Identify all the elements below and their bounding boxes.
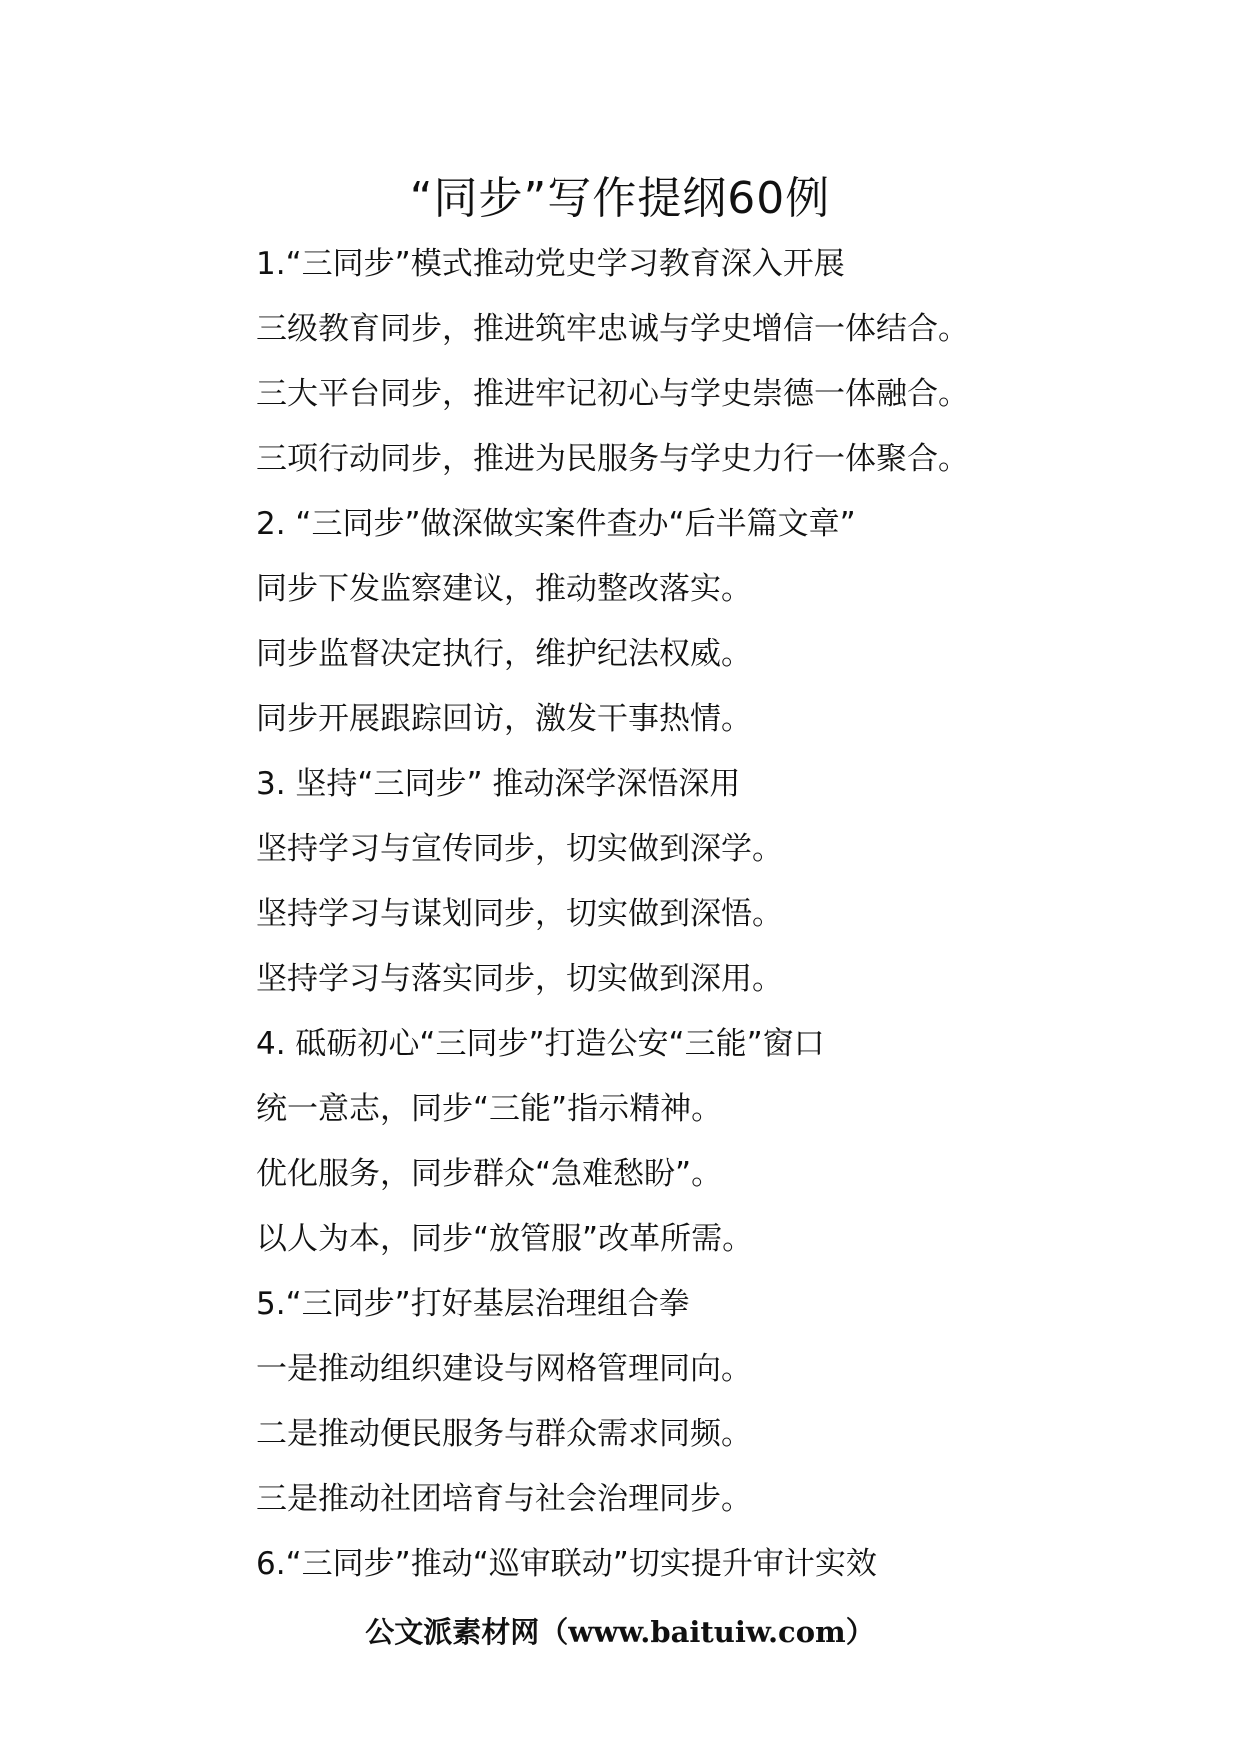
outline-list xyxy=(256,232,1216,1597)
outline-heading: 1.“三同步”模式推动党史学习教育深入开展 xyxy=(256,246,845,282)
outline-point: 三级教育同步，推进筑牢忠诚与学史增信一体结合。 xyxy=(256,311,969,347)
outline-heading: 6.“三同步”推动“巡审联动”切实提升审计实效 xyxy=(256,1546,877,1582)
outline-heading: 4. 砥砺初心“三同步”打造公安“三能”窗口 xyxy=(256,1026,825,1062)
outline-point: 统一意志，同步“三能”指示精神。 xyxy=(256,1091,723,1127)
outline-point: 同步开展跟踪回访，激发干事热情。 xyxy=(256,701,752,737)
outline-heading: 2. “三同步”做深做实案件查办“后半篇文章” xyxy=(256,506,856,542)
outline-point: 同步监督决定执行，维护纪法权威。 xyxy=(256,636,752,672)
outline-point: 优化服务，同步群众“急难愁盼”。 xyxy=(256,1156,723,1192)
outline-heading: 3. 坚持“三同步” 推动深学深悟深用 xyxy=(256,766,741,802)
outline-point: 三大平台同步，推进牢记初心与学史崇德一体融合。 xyxy=(256,376,969,412)
outline-point: 二是推动便民服务与群众需求同频。 xyxy=(256,1416,752,1452)
outline-point: 一是推动组织建设与网格管理同向。 xyxy=(256,1351,752,1387)
outline-heading: 5.“三同步”打好基层治理组合拳 xyxy=(256,1286,690,1322)
document-title: “同步”写作提纲60例 xyxy=(409,173,831,224)
outline-point: 三是推动社团培育与社会治理同步。 xyxy=(256,1481,752,1517)
outline-point: 以人为本，同步“放管服”改革所需。 xyxy=(256,1221,754,1257)
outline-point: 同步下发监察建议，推动整改落实。 xyxy=(256,571,752,607)
outline-point: 坚持学习与落实同步，切实做到深用。 xyxy=(256,961,783,997)
outline-point: 坚持学习与宣传同步，切实做到深学。 xyxy=(256,831,783,867)
outline-point: 三项行动同步，推进为民服务与学史力行一体聚合。 xyxy=(256,441,969,477)
footer-watermark: 公文派素材网（www.baituiw.com） xyxy=(365,1615,875,1649)
outline-point: 坚持学习与谋划同步，切实做到深悟。 xyxy=(256,896,783,932)
